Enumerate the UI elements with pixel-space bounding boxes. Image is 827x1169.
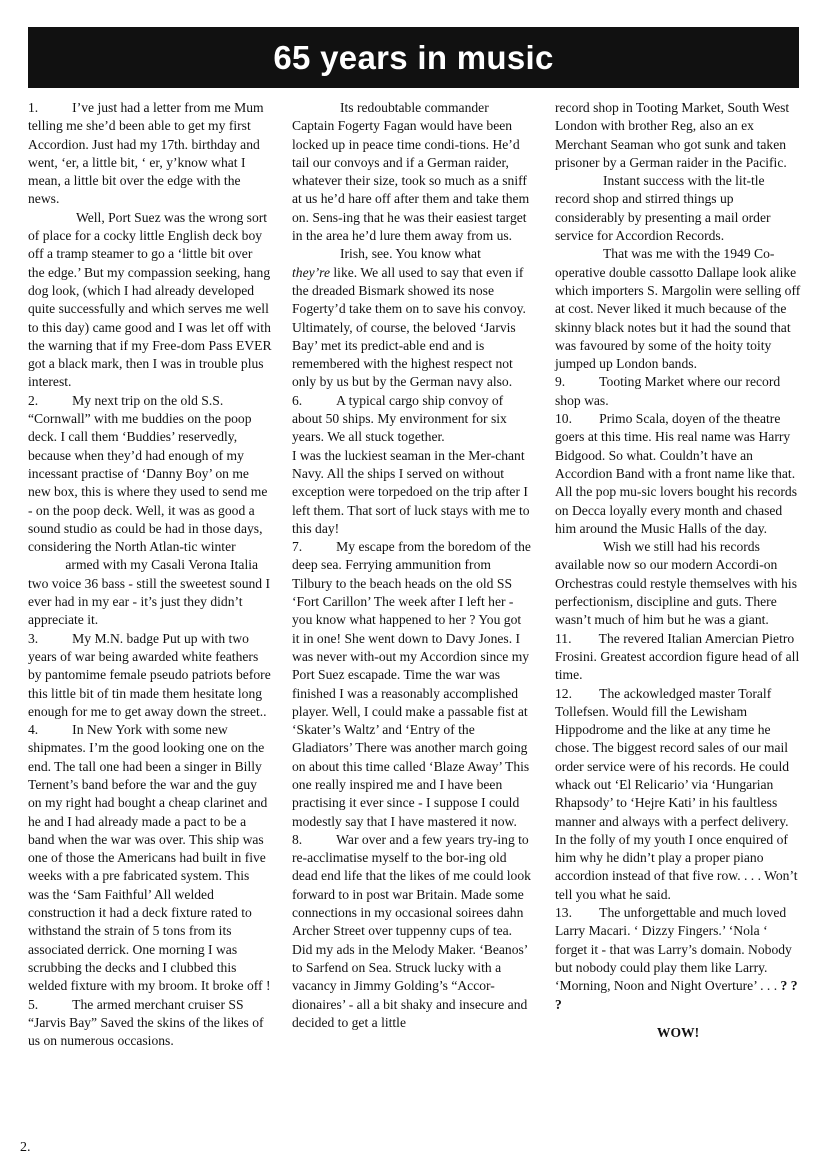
paragraph-text: 13. The unforgettable and much loved Larry Macari. ‘ Dizzy Fingers.’ ‘Nola ‘ forget it - that was Larry’s domain. Nobody but nobody could play them like Larry. ‘Morning, Noon and Night Overture’ . . . (555, 905, 792, 994)
column-2 (292, 99, 532, 1032)
column-1 (28, 99, 272, 1050)
paragraph: Its redoubtable commander Captain Fogerty Fagan would have been locked up in peace time condi-tions. He’d tail our convoys and if a German raider, whatever their size, took so much as a sniff at us he’d hare off after them and take them on. Sens-ing that he was their easiest target in the area he’d lure them away from us. (292, 100, 530, 244)
page-title: 65 years in music (273, 38, 554, 76)
paragraph (555, 904, 801, 1014)
paragraph: 7. My escape from the boredom of the deep sea. Ferrying ammunition from Tilbury to the beach heads on the old SS ‘Fort Carillon’ The week after I left her - you know what happened to her ? You got it in one! She went down to Davy Jones. I was never with-out my Accordion since my Port Suez escapade. Time the war was finished I was a reasonably accomplished player. Well, I could make a passable fist at ‘Skater’s Waltz’ and ‘Entry of the Gladiators’ There was another march going on about this time called ‘Blaze Away’ This one really inspired me and I have been practising it ever since - I suppose I could modestly say that I have mastered it now. (292, 539, 531, 829)
paragraph: 1. I’ve just had a letter from me Mum telling me she’d been able to get my first Accordion. Just had my 17th. birthday and went, ‘er, a little bit, ‘ er, y’know what I mean, a little bit over the edge with the news. (28, 100, 264, 207)
column-3 (555, 99, 801, 1042)
bold-question-marks: ? ? ? (555, 978, 798, 1012)
paragraph: 11. The revered Italian Amercian Pietro Frosini. Greatest accordion figure head of all time. (555, 630, 800, 683)
italic-word: they’re (292, 264, 330, 280)
paragraph (292, 245, 532, 263)
paragraph: record shop in Tooting Market, South West London with brother Reg, also an ex Merchant Seaman who got sunk and taken prisoner by a German raider in the Pacific. (555, 100, 790, 170)
paragraph: Well, Port Suez was the wrong sort of place for a cocky little English deck boy off a tramp steamer to go a ‘little bit over the edge.’ But my compassion seeking, hang dog look, (which I had already developed quite successfully and which serves me well to this day) came good and I was let off with the warning that if my Free-dom Pass EVER got a black mark, then I was in trouble plus interest. (28, 209, 272, 390)
page-number: 2. (20, 1140, 31, 1155)
paragraph: Wish we still had his records available now so our modern Accordi-on Orchestras could restyle themselves with his perfectionism, discipline and guts. There wasn’t much of him but he was a giant. (555, 539, 797, 628)
paragraph: 8. War over and a few years try-ing to re-acclimatise myself to the bor-ing old dead end life that the likes of me could look forward to in post war Britain. Made some connections in my occasional soirees dahn Archer Street over tuppenny cups of tea. Did my ads in the Melody Maker. ‘Beanos’ to Sarfend on Sea. Struck lucky with a vacancy in Jimmy Golding’s “Accor-dionaires’ - all a bit shaky and insecure and decided to get a little (292, 831, 531, 1030)
paragraph: 5. The armed merchant cruiser SS “Jarvis Bay” Saved the skins of the likes of us on numerous occasions. (28, 996, 264, 1049)
paragraph: 12. The ackowledged master Toralf Tollefsen. Would fill the Lewisham Hippodrome and the like at any time he chose. The biggest record sales of our mail order service were of his records. He could whack out ‘El Relicario’ via ‘Hungarian Rhapsody’ to ‘Hejre Kati’ in his faultless manner and always with a perfect delivery. In the folly of my youth I once enquired of him why he didn’t play a proper piano accordion instead of that five row. . . . Won’t tell you what he said. (555, 685, 798, 902)
paragraph: I was the luckiest seaman in the Mer-chant Navy. All the ships I served on without exception were torpedoed on the trip after I left them. That sort of luck stays with me to this day! (292, 447, 530, 536)
title-banner (28, 27, 799, 88)
paragraph: 2. My next trip on the old S.S. “Cornwall” with me buddies on the poop deck. I call them ‘Buddies’ reservedly, because when they’d had enough of my incessant practise of ‘Danny Boy’ on me new box, this is where they used to send me - on the poop deck. Well, it was as good a sound studio as could be had in those days, considering the North Atlan-tic winter armed with my Casali Verona Italia two voice 36 bass - still the sweetest sound I ever had in my ear - it’s just they didn’t appreciate it. (28, 392, 271, 628)
paragraph: 10. Primo Scala, doyen of the theatre goers at this time. His real name was Harry Bidgood. So what. Couldn’t have an Accordion Band with a front name like that. All the pop mu-sic lovers bought his records on Decca loyally every month and chased him around the Music Halls of the day. (555, 411, 798, 536)
paragraph: 3. My M.N. badge Put up with two years of war being awarded white feathers by pantomime female pseudo patriots before this little bit of tin made them hesitate long enough for me to get away down the street.. (28, 630, 271, 719)
paragraph: 9. Tooting Market where our record shop was. (555, 374, 781, 408)
wow-exclamation: WOW! (656, 1024, 700, 1040)
paragraph: Instant success with the lit-tle record shop and stirred things up considerably by presenting a mail order service for Accordion Records. (555, 173, 771, 244)
paragraph: That was me with the 1949 Co-operative double cassotto Dallape look alike which importers S. Margolin were selling off at cost. Never liked it much because of the skinny black notes but it had the sound that was favoured by some of the hoity toity jumped up London bands. (555, 246, 801, 372)
paragraph: 4. In New York with some new shipmates. I’m the good looking one on the end. The tall one had been a singer in Billy Ternent’s band before the war and the guy on my right had bought a cheap clarinet and he and I had already made a pact to be a band when the war was over. This ship was one of those the Americans had built in five weeks with a pre fabricated system. This was the ‘Sam Faithful’ All welded construction it had a deck fixture rated to withstand the strain of 5 tons from its associated derrick. One morning I was scrubbing the decks and I clubbed this welded fixture with my broom. It broke off ! (28, 722, 271, 994)
paragraph: 6. A typical cargo ship convoy of about 50 ships. My environment for six years. We all stuck together. (292, 392, 507, 445)
paragraph-text: like. We all used to say that even if the dreaded Bismark showed its nose Fogerty’d take them on to save his convoy. Ultimately, of course, the beloved ‘Jarvis Bay’ met its predict-able end and is remembered with the highest respect not only by us but by the German navy also. (292, 264, 526, 390)
paragraph (292, 264, 532, 392)
paragraph-lead: Irish, see. You know what (340, 246, 481, 262)
